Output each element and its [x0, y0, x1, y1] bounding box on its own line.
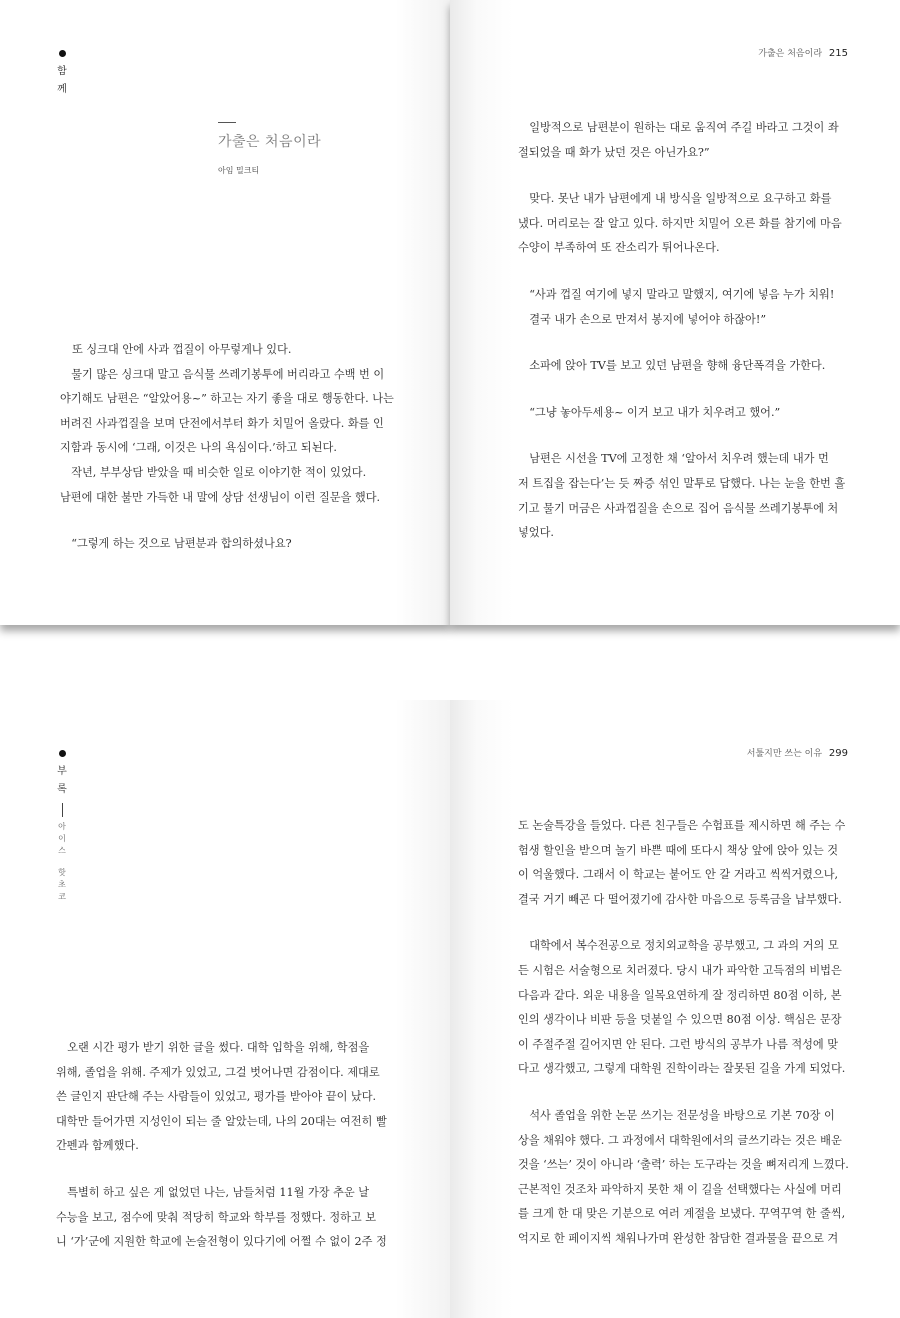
paragraph-line: 를 크게 한 대 맞은 기분으로 여러 계절을 보냈다. 꾸역꾸역 한 줄씩, — [518, 1207, 846, 1221]
paragraph-line: 이 억울했다. 그래서 이 학교는 붙어도 안 갈 거라고 씩씩거렸으나, — [518, 868, 839, 882]
section-tab-char: 께 — [57, 84, 67, 95]
paragraph: 대학에서 복수전공으로 정치외교학을 공부했고, 그 과의 거의 모 — [529, 939, 839, 953]
paragraph: 남편은 시선을 TV에 고정한 채 ‘알아서 치우려 했는데 내가 먼 — [529, 452, 829, 466]
quote-line: “그냥 놓아두세용~ 이거 보고 내가 치우려고 했어.” — [529, 405, 781, 419]
page-number: 215 — [828, 48, 848, 59]
paragraph-line: 다음과 같다. 외운 내용을 일목요연하게 잘 정리하면 80점 이하, 본 — [518, 988, 842, 1002]
running-head — [747, 746, 848, 759]
paragraph: 특별히 하고 싶은 게 없었던 나는, 남들처럼 11월 가장 추운 날 — [67, 1185, 370, 1199]
section-tab-char: 록 — [57, 784, 67, 795]
running-head-title: 가출은 처음이라 — [758, 49, 823, 59]
page-left — [0, 0, 450, 625]
paragraph-line: 든 시험은 서술형으로 치러졌다. 당시 내가 파악한 고득점의 비법은 — [518, 963, 842, 977]
author-name: 아임 밀크티 — [218, 166, 260, 175]
page-number: 299 — [828, 748, 848, 759]
section-tab-char: 함 — [57, 66, 67, 77]
paragraph-line: 인의 생각이나 비판 등을 덧붙일 수 있으면 80점 이상. 핵심은 문장 — [518, 1013, 842, 1027]
page-left — [0, 700, 450, 1318]
paragraph: 작년, 부부상담 받았을 때 비슷한 일로 이야기한 적이 있었다. — [71, 465, 367, 479]
section-tab-char: 부 — [57, 766, 67, 777]
paragraph-line: 억지로 한 페이지씩 채워나가며 완성한 참담한 결과물을 끝으로 겨 — [518, 1231, 839, 1245]
paragraph: 소파에 앉아 TV를 보고 있던 남편을 향해 융단폭격을 가한다. — [529, 359, 826, 373]
bullet-dot-icon — [59, 50, 66, 57]
page-right — [450, 0, 900, 625]
paragraph-line: 저 트집을 잡는다’는 듯 짜증 섞인 말투로 답했다. 나는 눈을 한번 흘 — [518, 476, 846, 490]
running-head-title: 서툴지만 쓰는 이유 — [746, 749, 823, 759]
chapter-heading — [218, 122, 321, 176]
quote-line: 결국 내가 손으로 만져서 봉지에 넣어야 하잖아!” — [529, 312, 767, 326]
paragraph-line: 도 논술특강을 들었다. 다른 친구들은 수험표를 제시하면 해 주는 수 — [518, 819, 846, 832]
paragraph-line: 위해, 졸업을 위해. 주제가 있었고, 그걸 벗어나면 감점이다. 제대로 — [56, 1065, 380, 1079]
body-text — [518, 116, 845, 546]
bottom-spread — [0, 700, 900, 1318]
paragraph: 또 싱크대 안에 사과 껍질이 아무렇게나 있다. — [72, 343, 292, 356]
body-text — [56, 1036, 387, 1255]
paragraph-line: 근본적인 것조차 파악하지 못한 채 이 길을 선택했다는 사실에 머리 — [518, 1182, 842, 1196]
paragraph-line: 절되었을 때 화가 났던 것은 아닌가요?” — [518, 145, 710, 159]
paragraph-line: 기고 물기 머금은 사과껍질을 손으로 집어 음식물 쓰레기봉투에 처 — [518, 501, 839, 515]
paragraph-line: 냈다. 머리로는 잘 알고 있다. 하지만 치밀어 오른 화를 참기에 마음 — [518, 216, 842, 230]
section-tab — [56, 50, 68, 99]
paragraph-line: 것을 ‘쓰는’ 것이 아니라 ‘출력’ 하는 도구라는 것을 뼈저리게 느꼈다. — [518, 1158, 849, 1172]
quote-line: “그렇게 하는 것으로 남편분과 합의하셨나요? — [71, 537, 292, 551]
body-text — [518, 814, 849, 1252]
paragraph-line: 남편에 대한 불만 가득한 내 말에 상담 선생님이 이런 질문을 했다. — [60, 490, 381, 504]
paragraph-line: 넣었다. — [518, 526, 554, 540]
paragraph-line: 상을 채워야 했다. 그 과정에서 대학원에서의 글쓰기라는 것은 배운 — [518, 1133, 842, 1147]
paragraph-line: 대학만 들어가면 지성인이 되는 줄 알았는데, 나의 20대는 여전히 빨 — [56, 1114, 387, 1128]
running-head — [758, 46, 848, 59]
paragraph: 일방적으로 남편분이 원하는 대로 움직여 주길 바라고 그것이 좌 — [529, 121, 839, 134]
paragraph: 석사 졸업을 위한 논문 쓰기는 전문성을 바탕으로 기본 70장 이 — [529, 1108, 835, 1122]
section-tab-subchar: 핫 — [58, 868, 66, 877]
body-text — [60, 338, 394, 557]
page-right — [450, 700, 900, 1318]
paragraph: 맞다. 못난 내가 남편에게 내 방식을 일방적으로 요구하고 화를 — [529, 192, 832, 206]
paragraph-line: 간펜과 함께했다. — [56, 1139, 139, 1153]
paragraph: 물기 많은 싱크대 말고 음식물 쓰레기봉투에 버리라고 수백 번 이 — [71, 367, 385, 381]
paragraph: 오랜 시간 평가 받기 위한 글을 썼다. 대학 입학을 위해, 학점을 — [67, 1041, 370, 1054]
paragraph-line: 수양이 부족하여 또 잔소리가 튀어나온다. — [518, 241, 720, 255]
section-tab-subchar: 이 — [58, 834, 66, 843]
paragraph-line: 버려진 사과껍질을 보며 단전에서부터 화가 치밀어 올랐다. 화를 인 — [60, 416, 384, 430]
paragraph-line: 쓴 글인지 판단해 주는 사람들이 있었고, 평가를 받아야 끝이 났다. — [56, 1090, 377, 1104]
paragraph-line: 이 주절주절 길어지면 안 된다. 그런 방식의 공부가 나름 적성에 맞 — [518, 1037, 839, 1051]
paragraph-line: 니 ‘가’군에 지원한 학교에 논술전형이 있다기에 어쩔 수 없이 2주 정 — [56, 1235, 387, 1249]
top-spread — [0, 0, 900, 625]
section-tab — [56, 750, 68, 903]
paragraph-line: 험생 할인을 받으며 놀기 바쁜 때에 또다시 책상 앞에 앉아 있는 것 — [518, 843, 839, 857]
section-tab-subchar: 코 — [58, 892, 66, 901]
quote-line: “사과 껍질 여기에 넣지 말라고 말했지, 여기에 넣음 누가 치워! — [529, 287, 835, 301]
section-tab-divider — [62, 803, 63, 817]
paragraph-line: 지함과 동시에 ‘그래, 이것은 나의 욕심이다.’하고 되뇐다. — [60, 441, 337, 455]
chapter-title: 가출은 처음이라 — [218, 134, 322, 150]
section-tab-subchar: 스 — [58, 846, 66, 855]
section-tab-subchar: 아 — [58, 822, 66, 831]
title-rule — [218, 122, 236, 123]
bullet-dot-icon — [59, 750, 66, 757]
paragraph-line: 수능을 보고, 점수에 맞춰 적당히 학교와 학부를 정했다. 정하고 보 — [56, 1210, 377, 1224]
section-tab-subchar: 초 — [58, 880, 66, 889]
paragraph-line: 결국 거기 빼곤 다 떨어졌기에 감사한 마음으로 등록금을 납부했다. — [518, 892, 842, 906]
paragraph-line: 다고 생각했고, 그렇게 대학원 진학이라는 잘못된 길을 가게 되었다. — [518, 1062, 846, 1076]
paragraph-line: 야기해도 남편은 “알았어용~” 하고는 자기 좋을 대로 행동한다. 나는 — [60, 392, 394, 406]
